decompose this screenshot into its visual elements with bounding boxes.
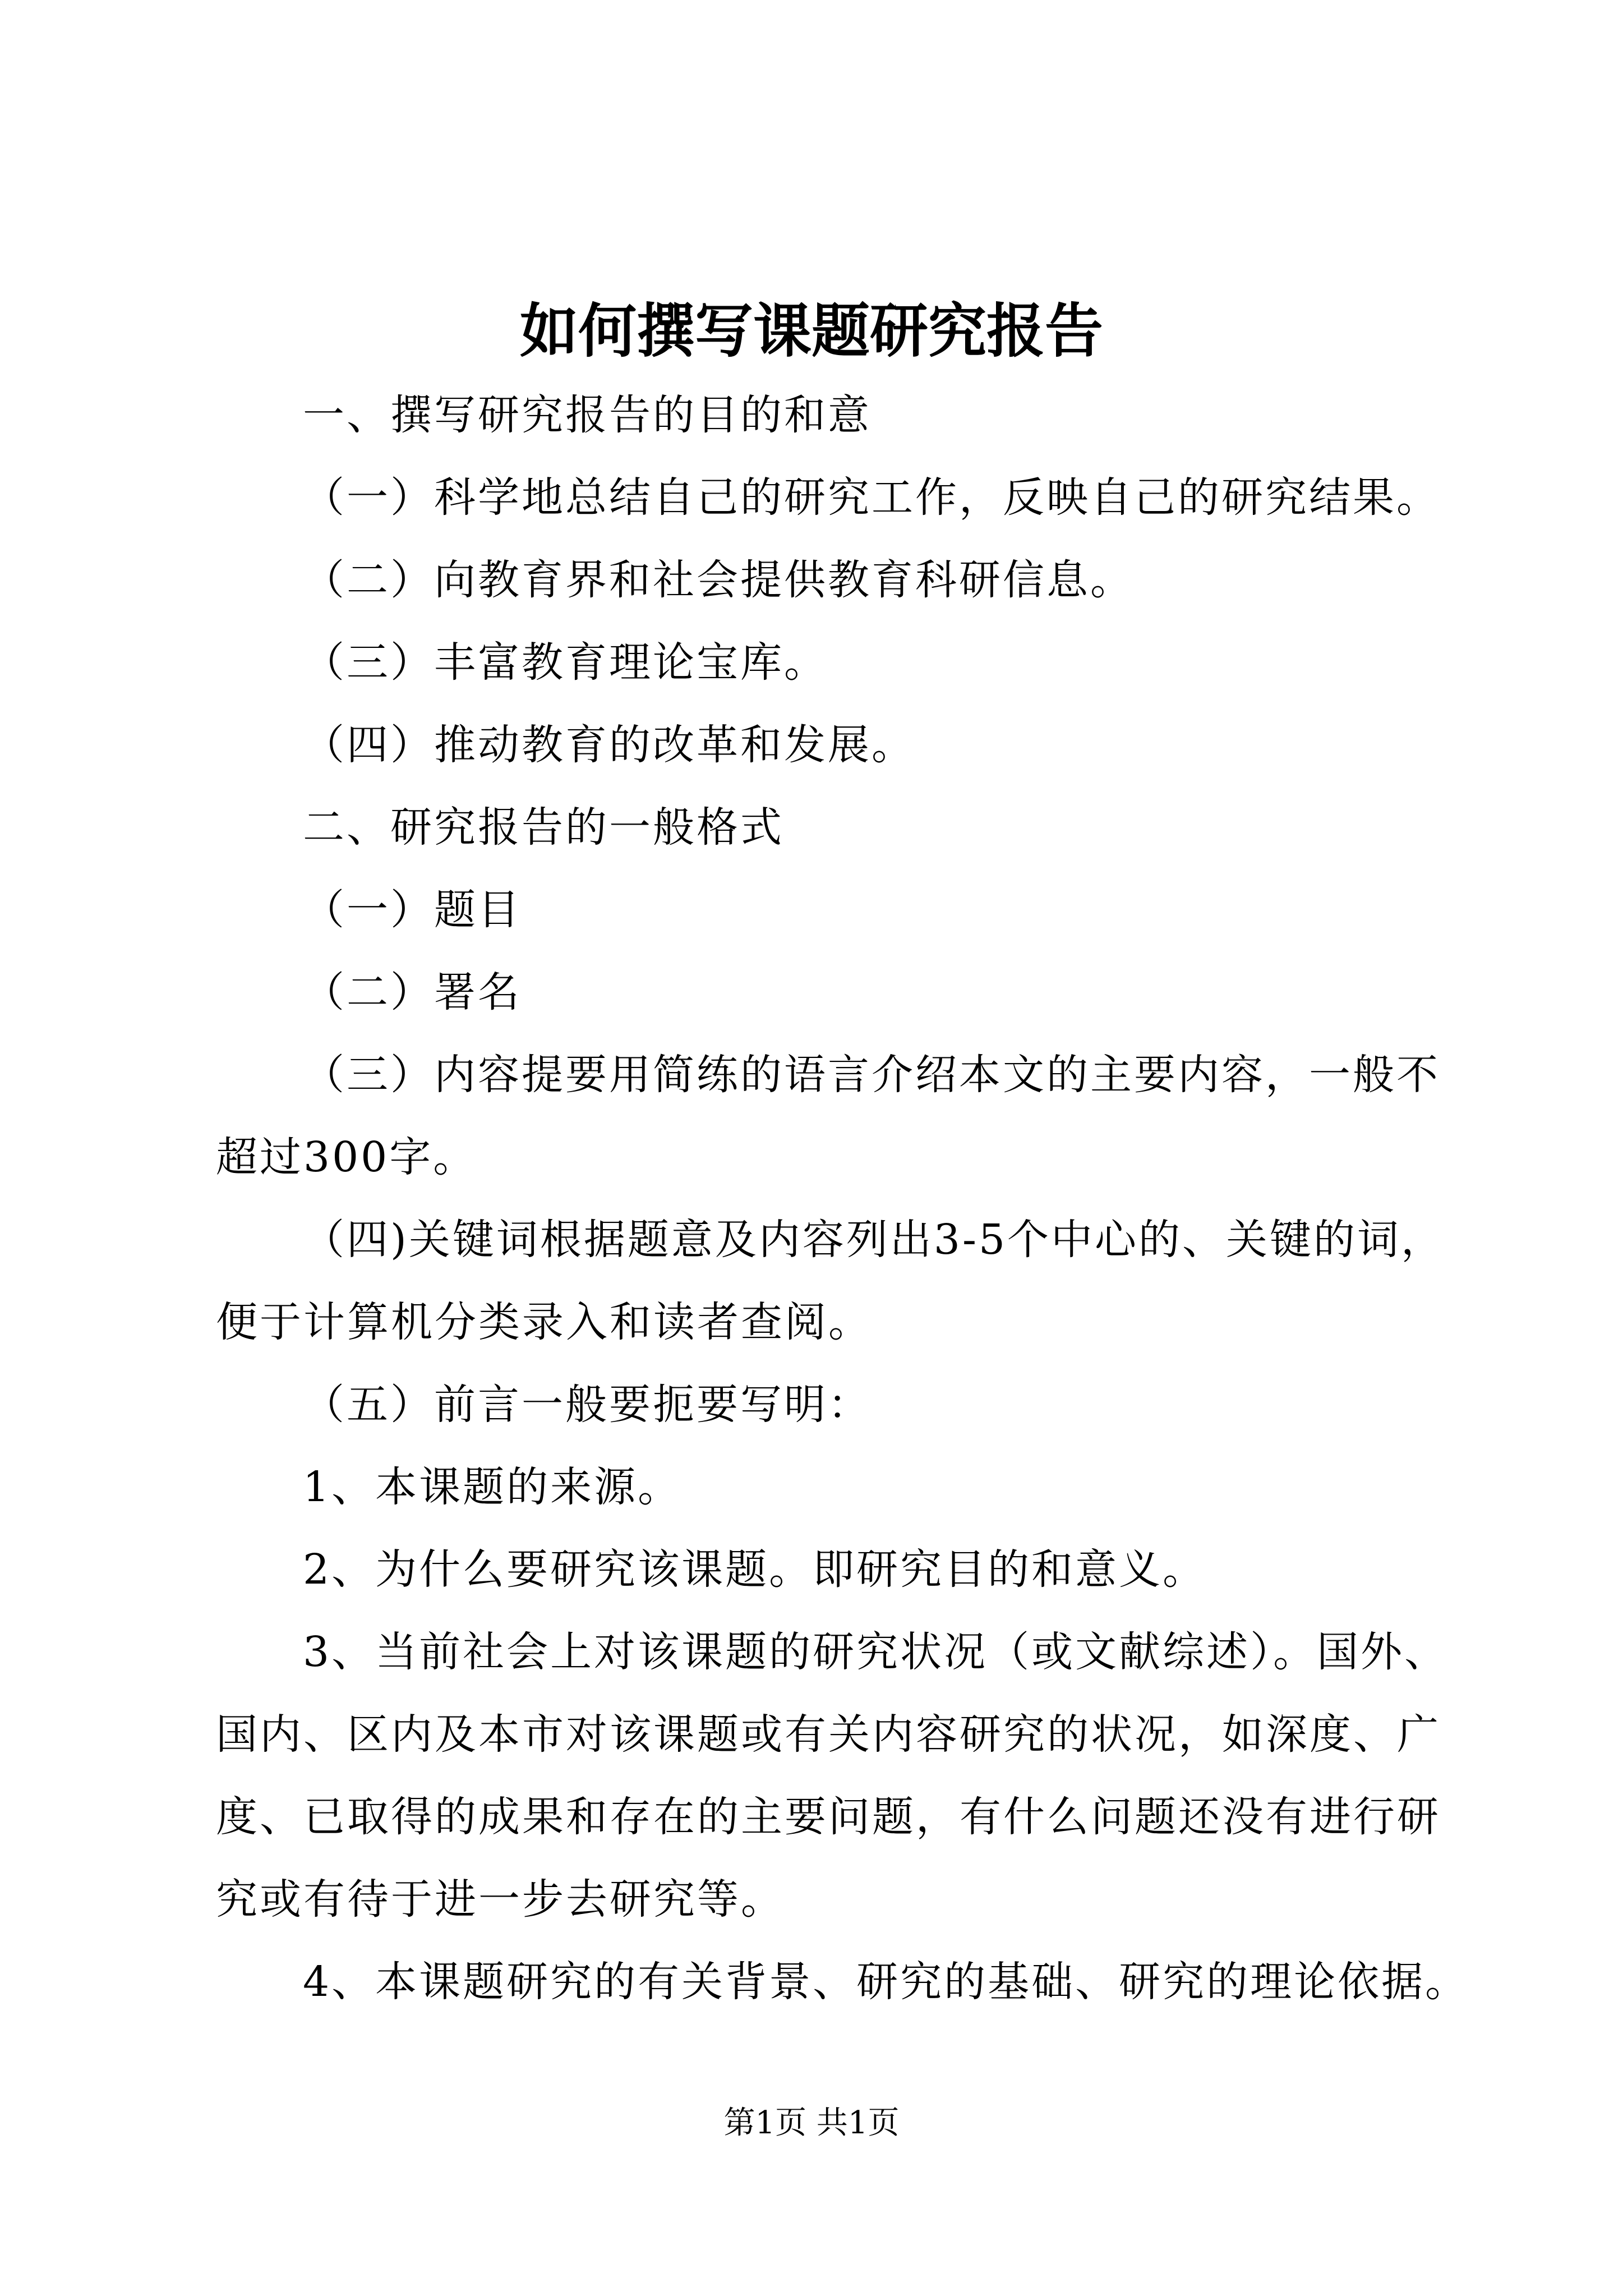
paragraph-line: （二）向教育界和社会提供教育科研信息。 — [303, 556, 1134, 604]
paragraph-line: （四)关键词根据题意及内容列出3-5个中心的、关键的词， — [303, 1216, 1445, 1264]
paragraph-line: （一）科学地总结自己的研究工作，反映自己的研究结果。 — [303, 473, 1440, 522]
paragraph-line: （三）丰富教育理论宝库。 — [303, 638, 828, 687]
paragraph-line: （二）署名 — [303, 968, 522, 1016]
paragraph-line: （一）题目 — [303, 886, 522, 934]
paragraph-line: （四）推动教育的改革和发展。 — [303, 721, 915, 769]
paragraph-line: 超过300字。 — [216, 1133, 477, 1181]
document-title: 如何撰写课题研究报告 — [519, 296, 1103, 365]
list-item: 4、本课题研究的有关背景、研究的基础、研究的理论依据。 — [303, 1958, 1469, 2006]
page-footer: 第1页 共1页 — [723, 2105, 900, 2141]
section-heading-purpose: 一、撰写研究报告的目的和意 — [303, 391, 872, 439]
list-item: 2、为什么要研究该课题。即研究目的和意义。 — [303, 1545, 1207, 1594]
paragraph-line: 便于计算机分类录入和读者查阅。 — [216, 1298, 872, 1346]
paragraph-line: 究或有待于进一步去研究等。 — [216, 1875, 785, 1924]
paragraph-line: （五）前言一般要扼要写明： — [303, 1381, 872, 1429]
list-item: 1、本课题的来源。 — [303, 1463, 682, 1511]
paragraph-line: 度、已取得的成果和存在的主要问题，有什么问题还没有进行研 — [216, 1793, 1441, 1841]
paragraph-line: 国内、区内及本市对该课题或有关内容研究的状况，如深度、广 — [216, 1710, 1441, 1759]
paragraph-line: （三）内容提要用简练的语言介绍本文的主要内容，一般不 — [303, 1051, 1440, 1099]
list-item: 3、当前社会上对该课题的研究状况（或文献综述）。国外、 — [303, 1628, 1449, 1676]
section-heading-format: 二、研究报告的一般格式 — [303, 803, 784, 852]
